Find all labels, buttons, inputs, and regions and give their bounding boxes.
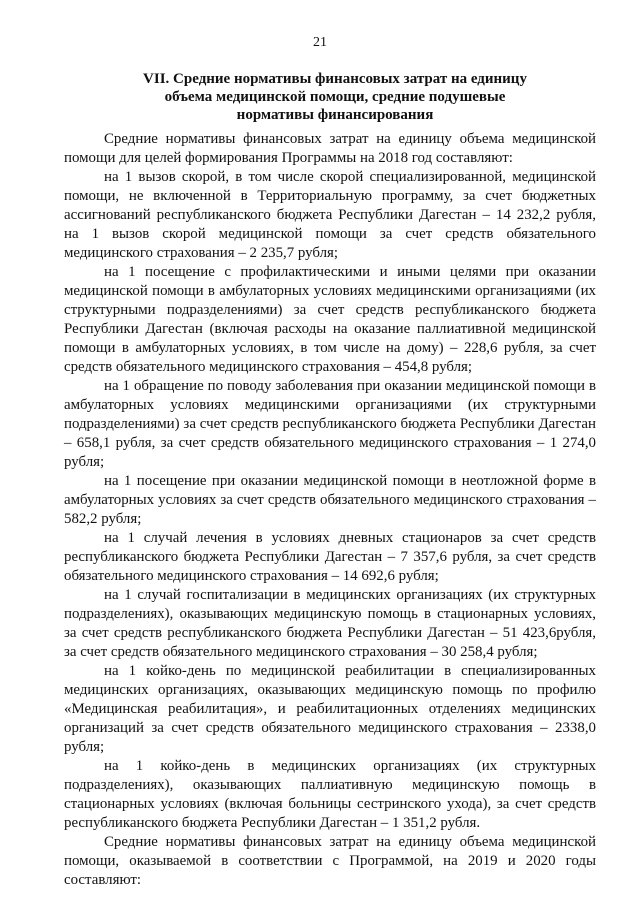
document-body [64,130,596,890]
page-number: 21 [313,35,327,50]
intro-paragraph: Средние нормативы финансовых затрат на единицу объема медицинской помощи для целей формирования Программы на 2018 год составляют: [64,131,596,166]
section-heading [70,70,600,124]
paragraph-preventive-visit: на 1 посещение с профилактическими и иными целями при оказании медицинской помощи в амбулаторных условиях медицинскими организациями (их структурными подразделениями) за счет средств республиканского бюджета Республики Дагестан (включая расходы на оказание паллиативной медицинской помощи в амбулаторных условиях, в том числе на дому) – 228,6 рубля, за счет средств обязательного медицинского страхования – 454,8 рубля; [64,264,596,375]
paragraph-palliative-bed-day: на 1 койко-день в медицинских организациях (их структурных подразделениях), оказывающих паллиативную медицинскую помощь в стационарных условиях (включая больницы сестринского ухода), за счет средств республиканского бюджета Республики Дагестан – 1 351,2 рубля. [64,758,596,831]
section-heading-line-1: VII. Средние нормативы финансовых затрат на единицу [143,71,527,87]
paragraph-day-hospital: на 1 случай лечения в условиях дневных стационаров за счет средств республиканского бюджета Республики Дагестан – 7 357,6 рубля, за счет средств обязательного медицинского страхования – 14 692,6 рубля; [64,530,596,584]
paragraph-2019-2020-intro: Средние нормативы финансовых затрат на единицу объема медицинской помощи, оказываемой в соответствии с Программой, на 2019 и 2020 годы составляют: [64,834,596,888]
paragraph-hospitalization: на 1 случай госпитализации в медицинских организациях (их структурных подразделениях), оказывающих медицинскую помощь в стационарных условиях, за счет средств республиканского бюджета Республики Дагестан – 51 423,6рубля, за счет средств обязательного медицинского страхования – 30 258,4 рубля; [64,587,596,660]
paragraph-disease-appeal: на 1 обращение по поводу заболевания при оказании медицинской помощи в амбулаторных условиях медицинскими организациями (их структурными подразделениями) за счет средств республиканского бюджета Республики Дагестан – 658,1 рубля, за счет средств обязательного медицинского страхования – 1 274,0 рубля; [64,378,596,470]
section-heading-line-2: объема медицинской помощи, средние подушевые [164,89,506,105]
paragraph-rehabilitation-bed-day: на 1 койко-день по медицинской реабилитации в специализированных медицинских организациях, оказывающих медицинскую помощь по профилю «Медицинская реабилитация», и реабилитационных отделениях медицинских организаций за счет средств обязательного медицинского страхования – 2338,0 рубля; [64,663,596,755]
paragraph-urgent-visit: на 1 посещение при оказании медицинской помощи в неотложной форме в амбулаторных условиях за счет средств обязательного медицинского страхования – 582,2 рубля; [64,473,596,527]
paragraph-ambulance-call: на 1 вызов скорой, в том числе скорой специализированной, медицинской помощи, не включенной в Территориальную программу, за счет бюджетных ассигнований республиканского бюджета Республики Дагестан – 14 232,2 рубля, на 1 вызов скорой медицинской помощи за счет средств обязательного медицинского страхования – 2 235,7 рубля; [64,169,596,261]
section-heading-line-3: нормативы финансирования [236,107,434,123]
